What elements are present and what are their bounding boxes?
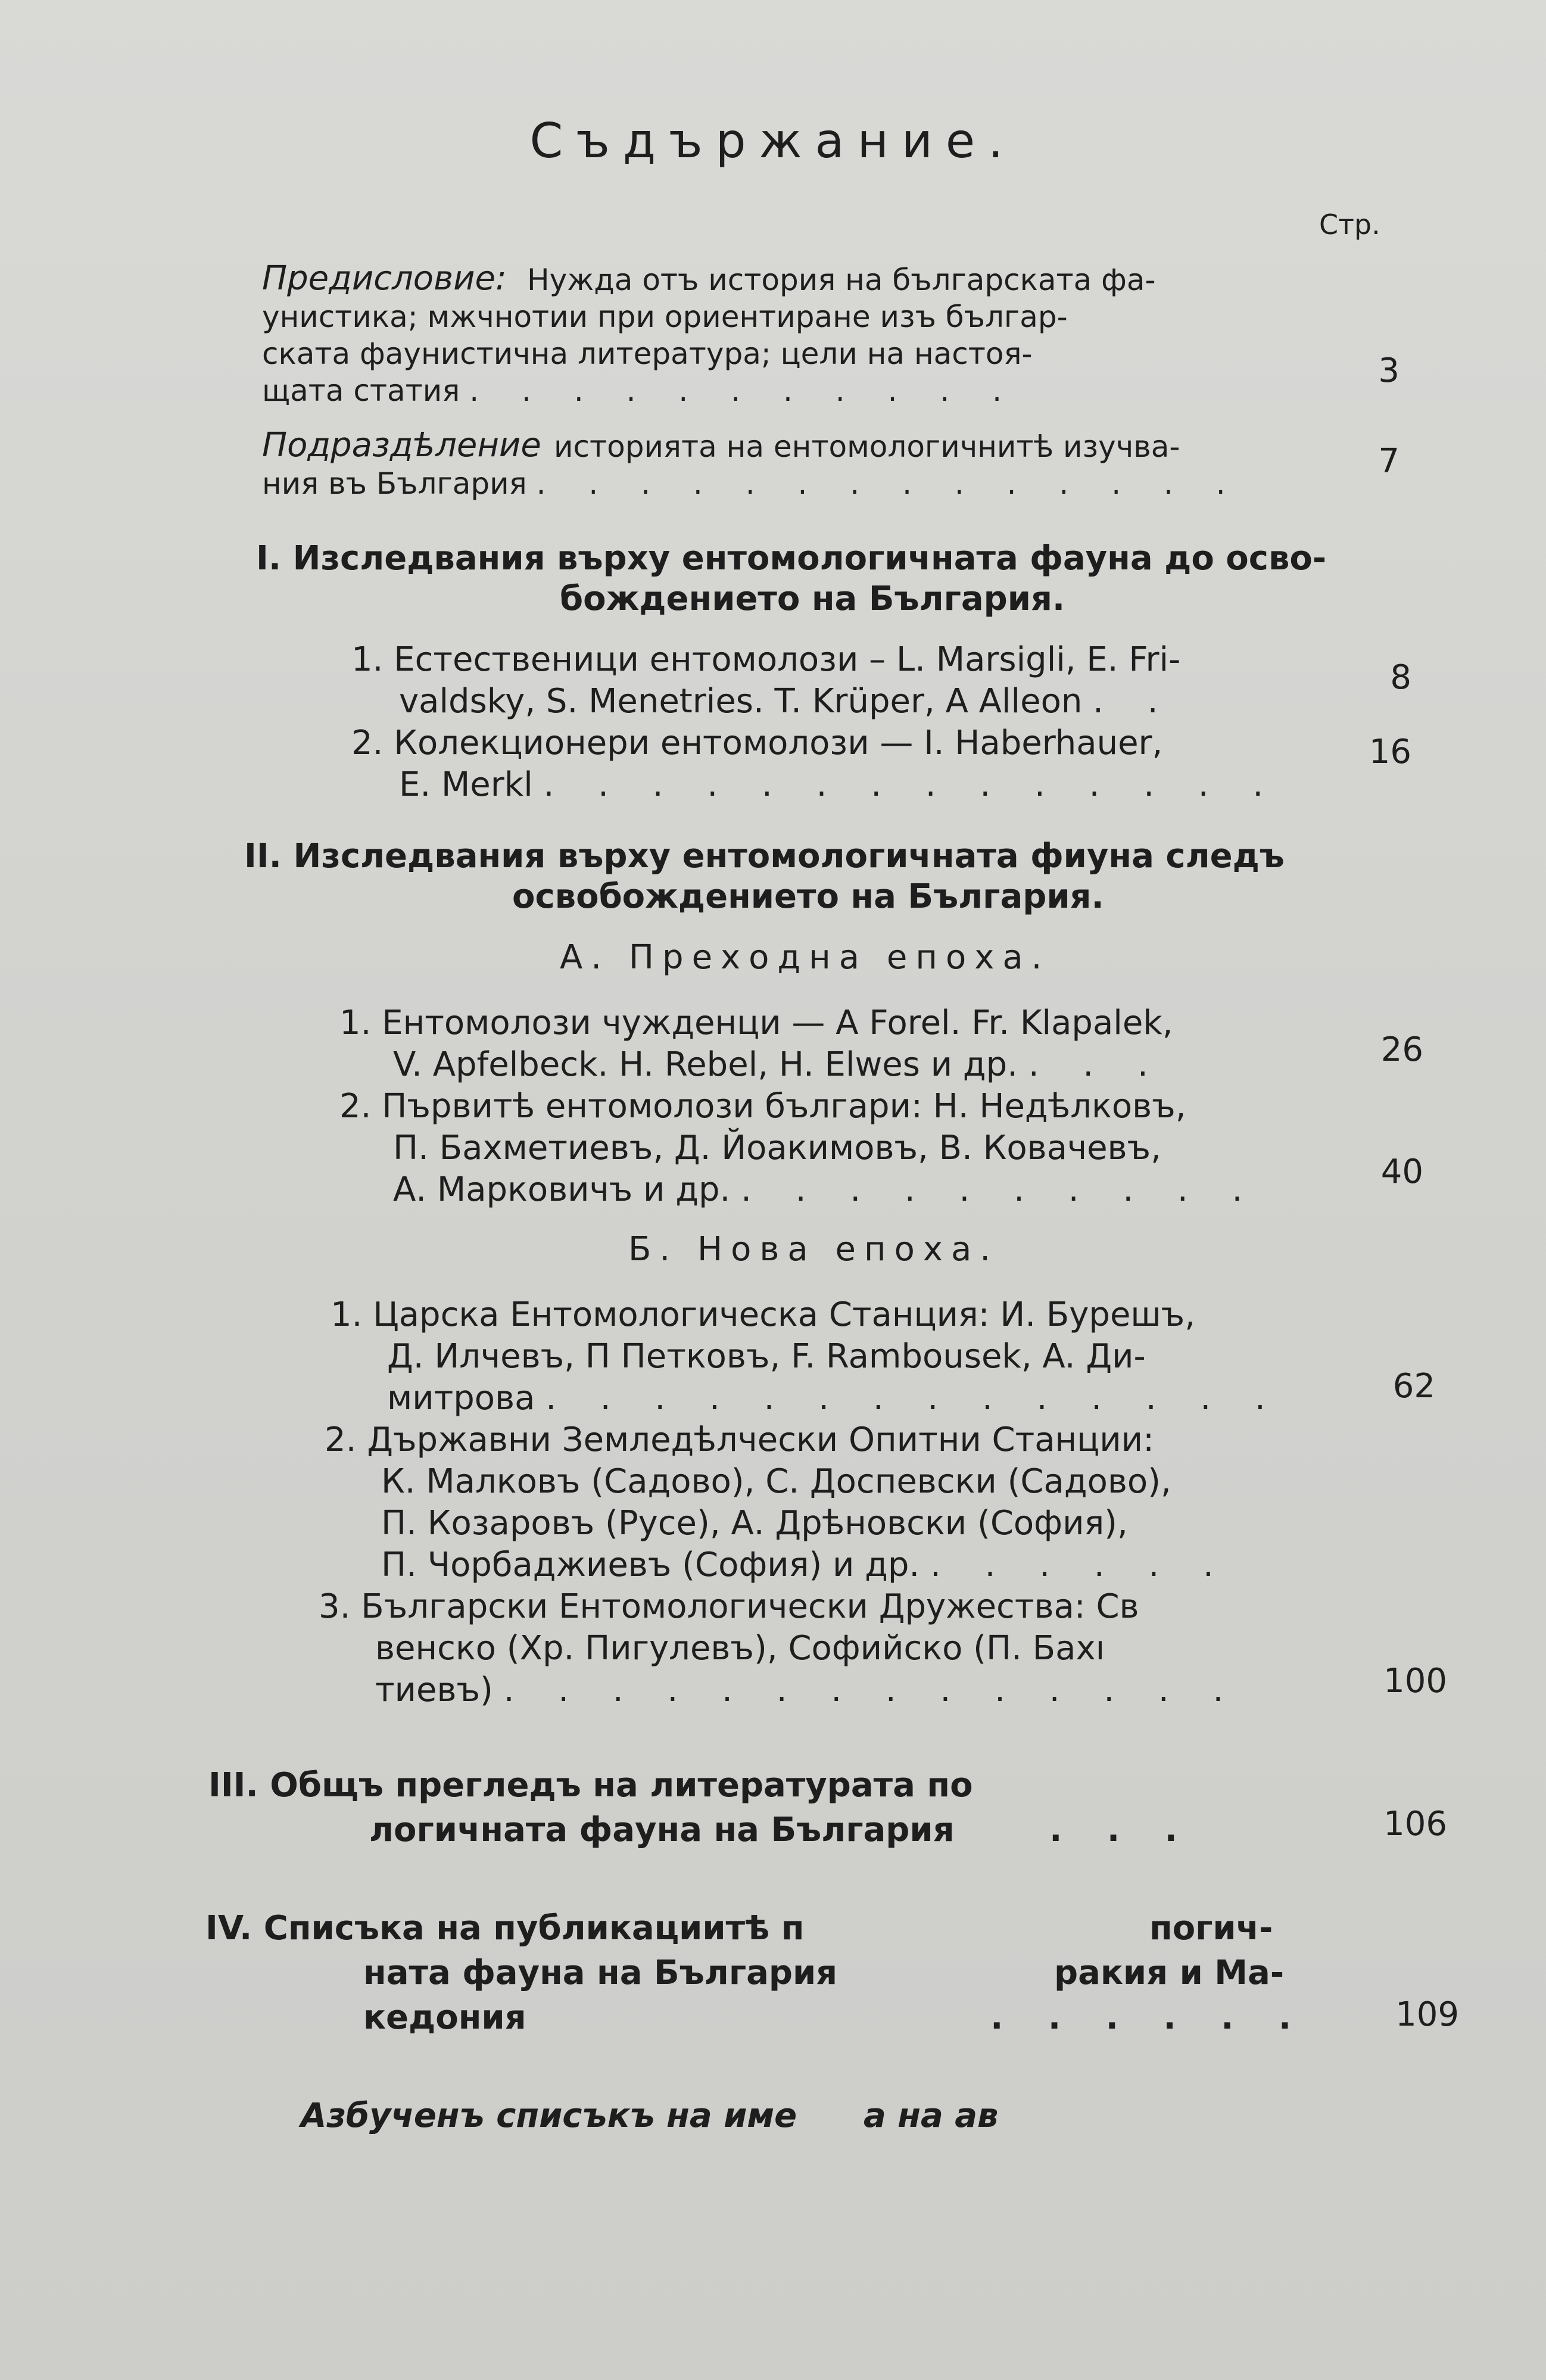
page-title: Съдържание. [529,113,1017,169]
index-line-part-2: а на ав [864,2096,999,2135]
subsection-b-item-3-page: 100 [1383,1662,1447,1700]
preface-label: Предисловие: [262,259,507,298]
subsection-b-item-2-line-4: П. Чорбаджиевъ (София) и др. . . . . . . [381,1546,1230,1584]
subsection-a-item-1-line-1: 1. Ентомолози чужденци — A Forel. Fr. Klapalek, [339,1004,1173,1042]
subsection-a-item-2-line-1: 2. Първитѣ ентомолози българи: Н. Недѣлковъ, [339,1087,1186,1126]
section-4-heading-line-2a: ната фауна на България [363,1954,838,1992]
preface-line-1: Нужда отъ история на българската фа- [527,263,1156,297]
section-4-heading-line-1b: погич- [1149,1909,1273,1948]
subsection-a-item-2-page: 40 [1380,1152,1423,1191]
subsection-b-item-2-line-2: К. Малковъ (Садово), С. Доспевски (Садово), [381,1462,1171,1501]
section-1-item-2-line-1: 2. Колекционери ентомолози — I. Haberhauer, [351,724,1163,762]
subsection-b-item-1-line-2: Д. Илчевъ, П Петковъ, F. Rambousek, A. Ди- [387,1337,1146,1376]
subsection-a-item-1-page: 26 [1380,1030,1423,1069]
section-1-heading-line-1: I. Изследвания върху ентомологичната фауна до осво- [256,539,1327,578]
section-4-heading-line-2b: ракия и Ма- [1054,1954,1285,1992]
subsection-b-item-3-line-1: 3. Български Ентомологически Дружества: Св [319,1587,1139,1626]
page-column-header: Стр. [1319,208,1380,241]
subsection-b-item-1-line-3: митрова . . . . . . . . . . . . . . [387,1379,1282,1418]
section-3-heading-line-1: III. Общъ прегледъ на литературата по [208,1766,973,1805]
subsection-b-item-3-line-2: венско (Хр. Пигулевъ), Софийско (П. Бахı [375,1629,1105,1668]
section-1-heading-line-2: бождението на България. [560,580,1065,618]
preface-line-3: ската фаунистична литература; цели на настоя- [262,337,1033,371]
division-line-2: ния въ България . . . . . . . . . . . . . . [262,466,1242,501]
division-line-1: историята на ентомологичнитѣ изучва- [554,429,1180,464]
subsection-b-heading: Б. Нова епоха. [628,1230,999,1269]
section-2-heading-line-2: освобождението на България. [512,877,1104,916]
section-1-item-1-page: 8 [1390,658,1411,697]
subsection-a-heading: А. Преходна епоха. [560,938,1051,977]
subsection-b-item-1-page: 62 [1392,1367,1435,1406]
preface-page: 3 [1378,351,1399,390]
section-4-heading-line-1a: IV. Списъка на публикациитѣ п [205,1909,805,1948]
subsection-b-item-2-line-3: П. Козаровъ (Русе), А. Дрѣновски (София), [381,1504,1128,1543]
section-4-heading-line-3: кедония . . . . . . [363,1998,1308,2037]
subsection-b-item-1-line-1: 1. Царска Ентомологическа Станция: И. Бурешъ, [331,1295,1196,1334]
section-1-item-2-line-2: E. Merkl . . . . . . . . . . . . . . [399,765,1280,804]
preface-line-2: унистика; мжчнотии при ориентиране изъ българ- [262,300,1068,334]
subsection-a-item-1-line-2: V. Apfelbeck. H. Rebel, H. Elwes и др. . . . [393,1045,1165,1084]
section-1-item-2-page: 16 [1369,733,1411,771]
subsection-b-item-2-line-1: 2. Държавни Земледѣлчески Опитни Станции: [325,1420,1154,1459]
division-label: Подраздѣление [262,426,541,465]
preface-line-4: щата статия . . . . . . . . . . . [262,373,1019,408]
subsection-a-item-2-line-2: П. Бахметиевъ, Д. Йоакимовъ, В. Ковачевъ, [393,1129,1161,1167]
section-2-heading-line-1: II. Изследвания върху ентомологичната фиуна следъ [244,837,1285,876]
index-line-part-1: Азбученъ списъкъ на име [301,2096,797,2135]
section-3-page: 106 [1383,1805,1447,1843]
subsection-a-item-2-line-3: А. Марковичъ и др. . . . . . . . . . . [393,1170,1260,1209]
section-1-item-1-line-1: 1. Естественици ентомолози – L. Marsigli, E. Fri- [351,640,1181,679]
subsection-b-item-3-line-3: тиевъ) . . . . . . . . . . . . . . [375,1671,1240,1709]
section-4-page: 109 [1395,1995,1459,2034]
section-3-heading-line-2: логичната фауна на България . . . [369,1811,1194,1849]
division-page: 7 [1378,442,1399,481]
section-1-item-1-line-2: valdsky, S. Menetries. T. Krüper, A Alleon . . [399,682,1175,721]
